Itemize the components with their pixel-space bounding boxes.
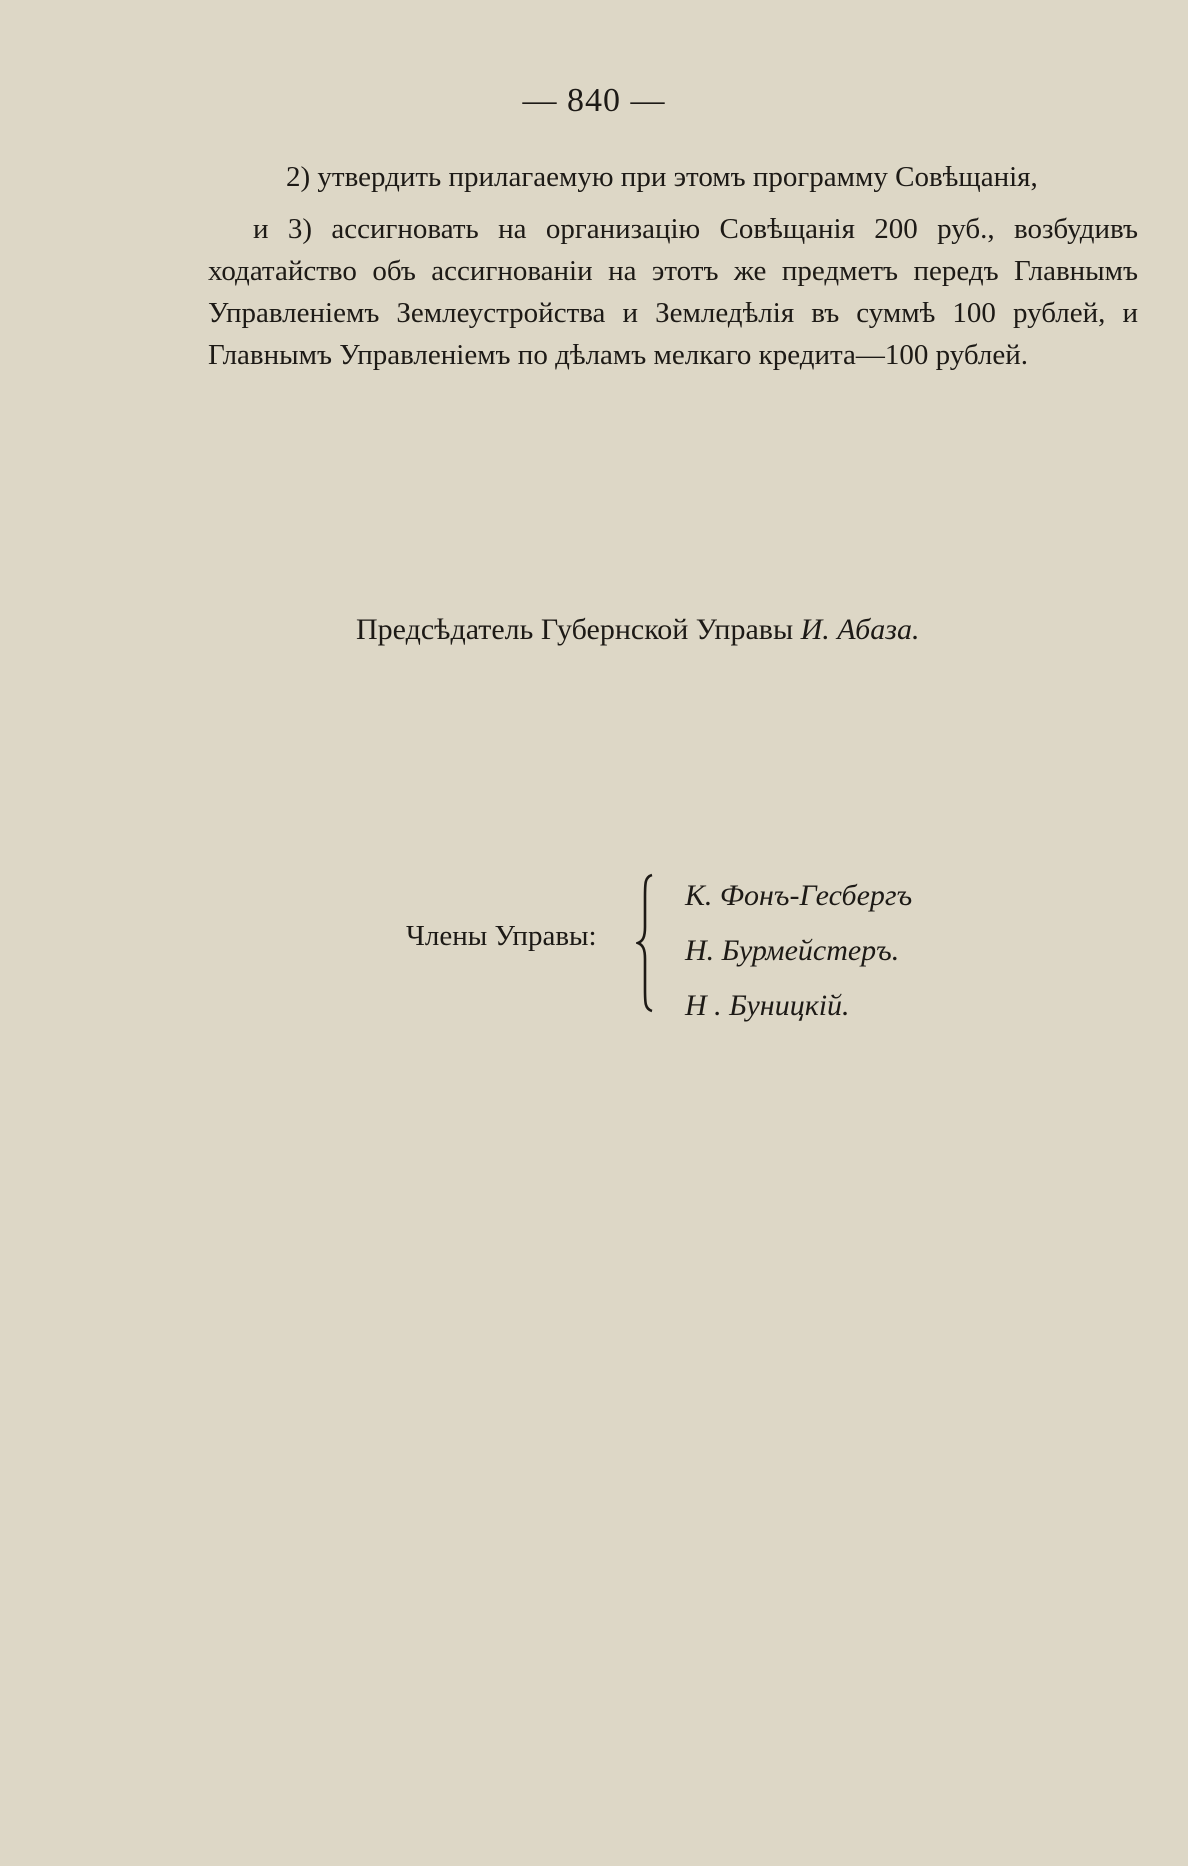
- chairman-line: [356, 613, 919, 647]
- body-text: [208, 156, 1138, 376]
- paragraph-item-2: 2) утвердить прилагаемую при этомъ программу Совѣщанія,: [286, 161, 1038, 193]
- paragraph-item-3: и 3) ассигновать на организацію Совѣщанія 200 руб., возбудивъ ходатайство объ ассигнованіи на этотъ же предметъ передъ Главнымъ Управленіемъ Землеустройства и Земледѣлія въ суммѣ 100 рублей, и Главнымъ Управленіемъ по дѣламъ мелкаго кредита—100 рублей.: [208, 213, 1138, 371]
- chairman-signature: И. Абаза.: [800, 613, 920, 646]
- member-name: Н. Бурмейстеръ.: [685, 934, 900, 967]
- chairman-title: Предсѣдатель Губернской Управы: [356, 613, 794, 646]
- page-number: — 840 —: [522, 82, 666, 119]
- member-name: К. Фонъ-Гесбергъ: [685, 879, 913, 912]
- members-label: Члены Управы:: [406, 920, 597, 952]
- members-list: [685, 868, 912, 1033]
- brace-icon: [636, 873, 658, 1013]
- member-name: Н . Буницкій.: [685, 989, 850, 1022]
